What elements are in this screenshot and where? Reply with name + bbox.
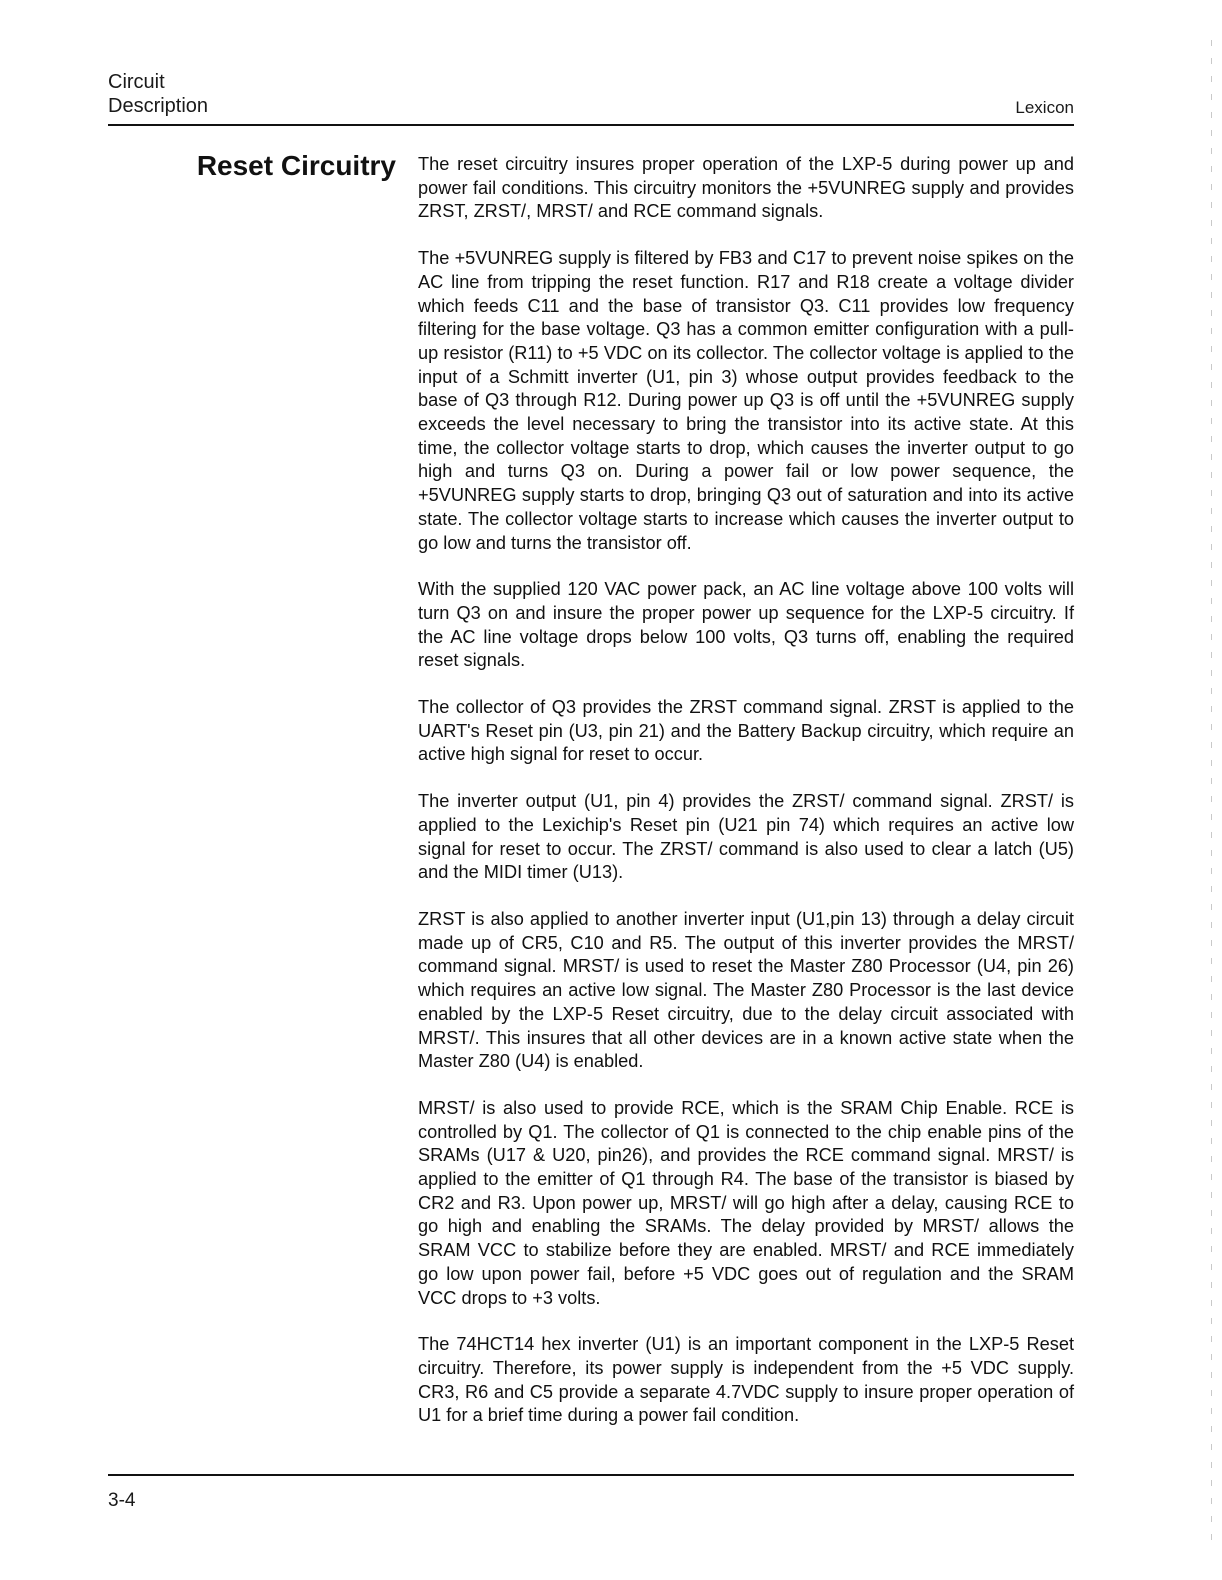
- paragraph: The reset circuitry insures proper operation of the LXP-5 during power up and power fail conditions. This circuitry monitors the +5VUNREG supply and provides ZRST, ZRST/, MRST/ and RCE command signals.: [418, 154, 1074, 222]
- body-text: [418, 153, 1074, 1451]
- paragraph: The +5VUNREG supply is filtered by FB3 and C17 to prevent noise spikes on the AC line from tripping the reset function. R17 and R18 create a voltage divider which feeds C11 and the base of transistor Q3. C11 provides low frequency filtering for the base voltage. Q3 has a common emitter configuration with a pull-up resistor (R11) to +5 VDC on its collector. The collector voltage is applied to the input of a Schmitt inverter (U1, pin 3) whose output provides feedback to the base of Q3 through R12. During power up Q3 is off until the +5VUNREG supply exceeds the level necessary to bring the transistor into its active state. At this time, the collector voltage starts to drop, which causes the inverter output to go high and turns Q3 on. During a power fail or low power sequence, the +5VUNREG supply starts to drop, bringing Q3 out of saturation and into its active state. The collector voltage starts to increase which causes the inverter output to go low and turns the transistor off.: [418, 248, 1074, 553]
- running-header-section: [108, 70, 208, 118]
- paragraph: MRST/ is also used to provide RCE, which is the SRAM Chip Enable. RCE is controlled by Q1. The collector of Q1 is connected to the chip enable pins of the SRAMs (U17 & U20, pin26), and provides the RCE command signal. MRST/ is applied to the emitter of Q1 through R4. The base of the transistor is biased by CR2 and R3. Upon power up, MRST/ will go high after a delay, causing RCE to go high and enabling the SRAMs. The delay provided by MRST/ allows the SRAM VCC to stabilize before they are enabled. MRST/ and RCE immediately go low upon power fail, before +5 VDC goes out of regulation and the SRAM VCC drops to +3 volts.: [418, 1097, 1074, 1308]
- paragraph: The 74HCT14 hex inverter (U1) is an important component in the LXP-5 Reset circuitry. Therefore, its power supply is independent from the +5 VDC supply. CR3, R6 and C5 provide a separate 4.7VDC supply to insure proper operation of U1 for a brief time during a power fail condition.: [418, 1334, 1074, 1426]
- scan-edge-artifact: [1211, 40, 1212, 1540]
- section-title: Reset Circuitry: [196, 150, 396, 181]
- paragraph: With the supplied 120 VAC power pack, an AC line voltage above 100 volts will turn Q3 on and insure the proper power up sequence for the LXP-5 circuitry. If the AC line voltage drops below 100 volts, Q3 turns off, enabling the required reset signals.: [418, 579, 1074, 671]
- page-number: 3-4: [108, 1490, 136, 1511]
- paragraph: The inverter output (U1, pin 4) provides the ZRST/ command signal. ZRST/ is applied to the Lexichip's Reset pin (U21 pin 74) which requires an active low signal for reset to occur. The ZRST/ command is also used to clear a latch (U5) and the MIDI timer (U13).: [418, 791, 1074, 883]
- header-section-line-2: Description: [108, 95, 209, 117]
- header-company-name: Lexicon: [1015, 98, 1074, 117]
- header-section-line-1: Circuit: [108, 71, 165, 93]
- header-rule: [108, 124, 1074, 126]
- paragraph: ZRST is also applied to another inverter input (U1,pin 13) through a delay circuit made up of CR5, C10 and R5. The output of this inverter provides the MRST/ command signal. MRST/ is used to reset the Master Z80 Processor (U4, pin 26) which requires an active low signal. The Master Z80 Processor is the last device enabled by the LXP-5 Reset circuitry, due to the delay circuit associated with MRST/. This insures that all other devices are in a known active state when the Master Z80 (U4) is enabled.: [418, 908, 1074, 1072]
- paragraph: The collector of Q3 provides the ZRST command signal. ZRST is applied to the UART's Reset pin (U3, pin 21) and the Battery Backup circuitry, which require an active high signal for reset to occur.: [418, 697, 1074, 765]
- footer-rule: [108, 1474, 1074, 1476]
